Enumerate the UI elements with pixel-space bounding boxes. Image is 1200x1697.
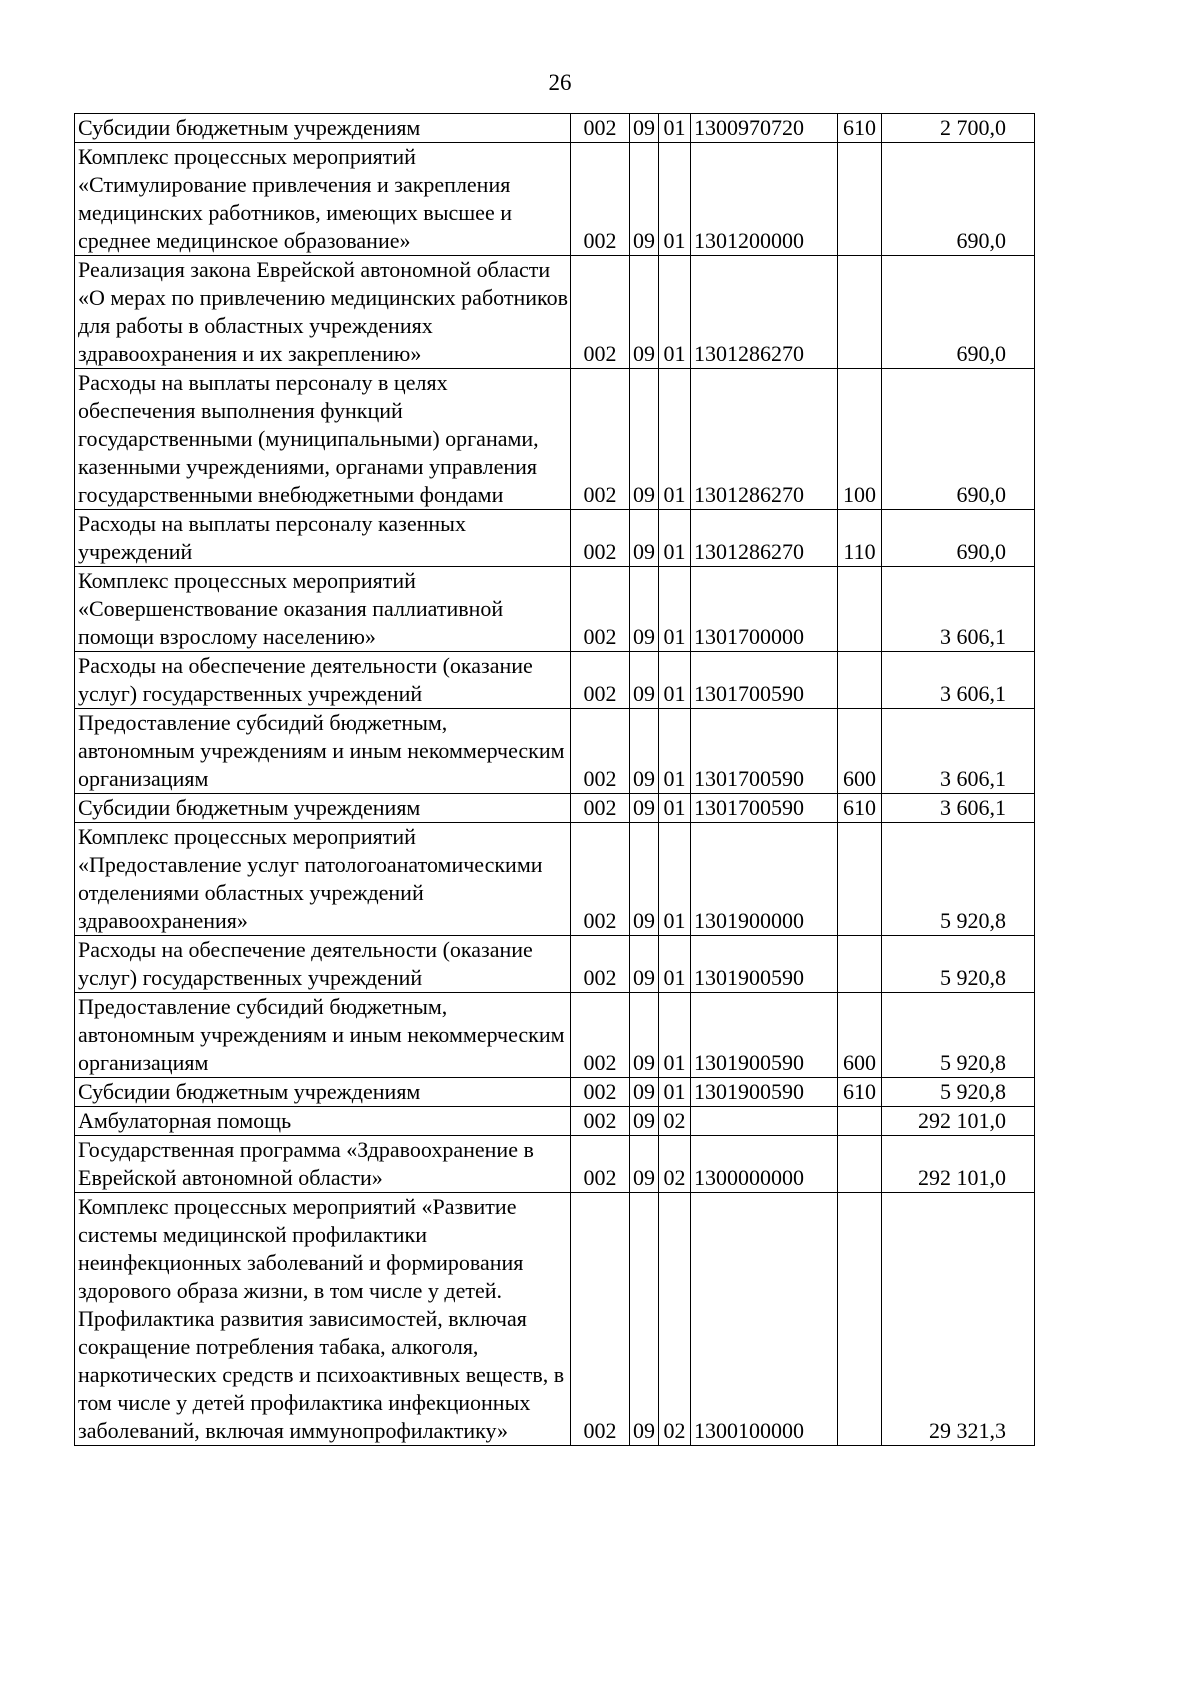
section-code: 09 [630,794,659,823]
section-code: 09 [630,823,659,936]
target-article-code: 1300100000 [691,1193,838,1446]
admin-code: 002 [571,143,630,256]
admin-code: 002 [571,794,630,823]
row-name: Реализация закона Еврейской автономной области «О мерах по привлечению медицинских работников для работы в областных учреждениях здравоохранения и их закреплению» [75,256,571,369]
target-article-code: 1301286270 [691,510,838,567]
expense-type-code: 610 [838,794,882,823]
amount: 3 606,1 [882,652,1035,709]
amount: 690,0 [882,369,1035,510]
subsection-code: 01 [659,510,691,567]
admin-code: 002 [571,114,630,143]
section-code: 09 [630,1107,659,1136]
subsection-code: 02 [659,1136,691,1193]
row-name: Комплекс процессных мероприятий «Развитие системы медицинской профилактики неинфекционных заболеваний и формирования здорового образа жизни, в том числе у детей. Профилактика развития зависимостей, включая сокращение потребления табака, алкоголя, наркотических средств и психоактивных веществ, в том числе у детей профилактика инфекционных заболеваний, включая иммунопрофилактику» [75,1193,571,1446]
row-name: Субсидии бюджетным учреждениям [75,114,571,143]
row-name: Предоставление субсидий бюджетным, автономным учреждениям и иным некоммерческим организациям [75,993,571,1078]
admin-code: 002 [571,1136,630,1193]
admin-code: 002 [571,652,630,709]
admin-code: 002 [571,823,630,936]
table-row [75,567,1035,652]
expense-type-code [838,823,882,936]
amount: 690,0 [882,510,1035,567]
table-row [75,936,1035,993]
subsection-code: 02 [659,1107,691,1136]
section-code: 09 [630,993,659,1078]
target-article-code: 1301900590 [691,993,838,1078]
table-row [75,709,1035,794]
amount: 5 920,8 [882,1078,1035,1107]
row-name: Субсидии бюджетным учреждениям [75,794,571,823]
subsection-code: 01 [659,823,691,936]
section-code: 09 [630,256,659,369]
target-article-code: 1301900590 [691,1078,838,1107]
amount: 690,0 [882,143,1035,256]
expense-type-code: 100 [838,369,882,510]
target-article-code: 1301700590 [691,652,838,709]
row-name: Расходы на обеспечение деятельности (оказание услуг) государственных учреждений [75,652,571,709]
section-code: 09 [630,1193,659,1446]
row-name: Комплекс процессных мероприятий «Стимулирование привлечения и закрепления медицинских работников, имеющих высшее и среднее медицинское образование» [75,143,571,256]
amount: 3 606,1 [882,567,1035,652]
expense-type-code [838,143,882,256]
expense-type-code [838,1136,882,1193]
subsection-code: 01 [659,256,691,369]
subsection-code: 01 [659,936,691,993]
subsection-code: 01 [659,709,691,794]
section-code: 09 [630,936,659,993]
amount: 292 101,0 [882,1107,1035,1136]
admin-code: 002 [571,510,630,567]
subsection-code: 01 [659,652,691,709]
subsection-code: 01 [659,114,691,143]
subsection-code: 01 [659,1078,691,1107]
section-code: 09 [630,1078,659,1107]
admin-code: 002 [571,1107,630,1136]
row-name: Комплекс процессных мероприятий «Совершенствование оказания паллиативной помощи взрослому населению» [75,567,571,652]
subsection-code: 01 [659,369,691,510]
admin-code: 002 [571,993,630,1078]
table-row [75,794,1035,823]
row-name: Субсидии бюджетным учреждениям [75,1078,571,1107]
row-name: Комплекс процессных мероприятий «Предоставление услуг патологоанатомическими отделениями областных учреждений здравоохранения» [75,823,571,936]
target-article-code: 1300970720 [691,114,838,143]
table-row [75,1136,1035,1193]
row-name: Амбулаторная помощь [75,1107,571,1136]
target-article-code [691,1107,838,1136]
expense-type-code [838,567,882,652]
amount: 292 101,0 [882,1136,1035,1193]
amount: 5 920,8 [882,936,1035,993]
table-row [75,1193,1035,1446]
subsection-code: 01 [659,143,691,256]
table-row [75,256,1035,369]
expense-type-code: 610 [838,114,882,143]
row-name: Государственная программа «Здравоохранение в Еврейской автономной области» [75,1136,571,1193]
target-article-code: 1301900000 [691,823,838,936]
table-row [75,510,1035,567]
table-row [75,993,1035,1078]
table-row [75,1107,1035,1136]
section-code: 09 [630,652,659,709]
target-article-code: 1301286270 [691,369,838,510]
admin-code: 002 [571,1078,630,1107]
target-article-code: 1300000000 [691,1136,838,1193]
page-number: 26 [548,70,572,95]
row-name: Расходы на выплаты персоналу в целях обеспечения выполнения функций государственными (муниципальными) органами, казенными учреждениями, органами управления государственными внебюджетными фондами [75,369,571,510]
amount: 29 321,3 [882,1193,1035,1446]
section-code: 09 [630,510,659,567]
section-code: 09 [630,709,659,794]
table-row [75,369,1035,510]
expense-type-code: 600 [838,709,882,794]
expense-type-code [838,256,882,369]
target-article-code: 1301700590 [691,794,838,823]
expense-type-code [838,652,882,709]
target-article-code: 1301700000 [691,567,838,652]
table-row [75,143,1035,256]
expense-type-code: 110 [838,510,882,567]
amount: 3 606,1 [882,794,1035,823]
table-row [75,823,1035,936]
row-name: Расходы на выплаты персоналу казенных учреждений [75,510,571,567]
section-code: 09 [630,143,659,256]
admin-code: 002 [571,936,630,993]
section-code: 09 [630,1136,659,1193]
expense-type-code: 600 [838,993,882,1078]
table-row [75,114,1035,143]
subsection-code: 02 [659,1193,691,1446]
section-code: 09 [630,369,659,510]
amount: 690,0 [882,256,1035,369]
amount: 3 606,1 [882,709,1035,794]
amount: 5 920,8 [882,823,1035,936]
expense-type-code [838,1107,882,1136]
amount: 5 920,8 [882,993,1035,1078]
admin-code: 002 [571,1193,630,1446]
subsection-code: 01 [659,993,691,1078]
target-article-code: 1301900590 [691,936,838,993]
row-name: Расходы на обеспечение деятельности (оказание услуг) государственных учреждений [75,936,571,993]
row-name: Предоставление субсидий бюджетным, автономным учреждениям и иным некоммерческим организациям [75,709,571,794]
admin-code: 002 [571,709,630,794]
admin-code: 002 [571,369,630,510]
budget-table [74,113,1035,1446]
target-article-code: 1301200000 [691,143,838,256]
expense-type-code: 610 [838,1078,882,1107]
table-row [75,1078,1035,1107]
amount: 2 700,0 [882,114,1035,143]
section-code: 09 [630,567,659,652]
subsection-code: 01 [659,567,691,652]
expense-type-code [838,1193,882,1446]
expense-type-code [838,936,882,993]
target-article-code: 1301700590 [691,709,838,794]
section-code: 09 [630,114,659,143]
budget-table-body [75,114,1035,1446]
admin-code: 002 [571,256,630,369]
table-row [75,652,1035,709]
target-article-code: 1301286270 [691,256,838,369]
admin-code: 002 [571,567,630,652]
subsection-code: 01 [659,794,691,823]
